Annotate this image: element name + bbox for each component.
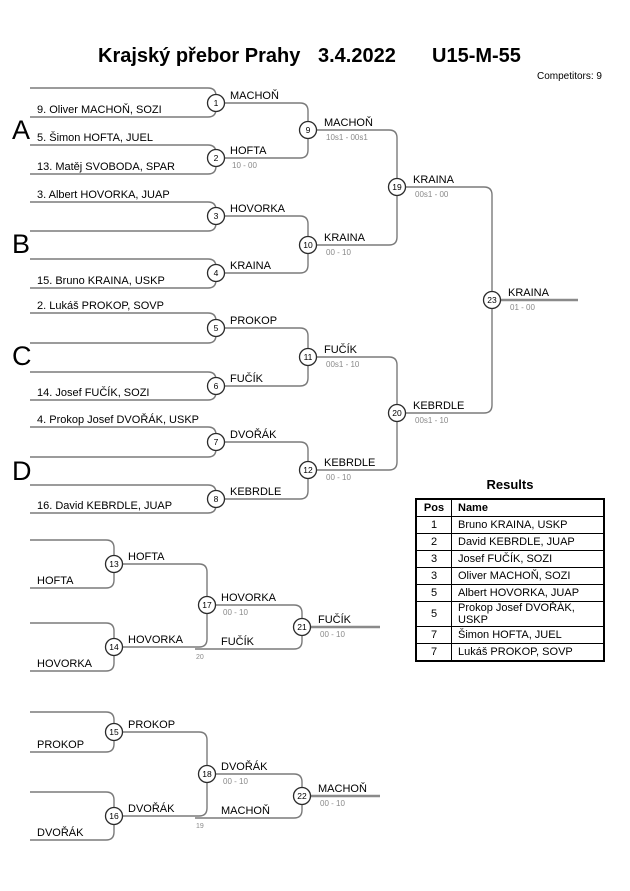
bracket-connector <box>397 187 492 300</box>
results-table <box>415 498 605 662</box>
results-pos: 1 <box>416 517 452 534</box>
match-node-19 <box>389 179 406 196</box>
match-number: 9 <box>305 125 311 135</box>
match-node-21 <box>294 619 311 636</box>
bracket-connector <box>216 328 308 357</box>
match-node-12 <box>300 462 317 479</box>
match-number: 10 <box>303 240 313 250</box>
results-name: Oliver MACHOŇ, SOZI <box>452 568 605 585</box>
match-2-score: 10 - 00 <box>232 161 257 170</box>
results-row <box>416 551 604 568</box>
match-10-score: 00 - 10 <box>326 248 351 257</box>
match-node-3 <box>208 208 225 225</box>
entry-b1: 3. Albert HOVORKA, JUAP <box>37 189 170 201</box>
match-number: 23 <box>487 295 497 305</box>
results-header-pos: Pos <box>416 499 452 517</box>
results-name: Bruno KRAINA, USKP <box>452 517 605 534</box>
bracket-connector <box>30 442 216 457</box>
section-label-b: B <box>12 229 31 259</box>
match-11-score: 00s1 - 10 <box>326 360 360 369</box>
match-21-winner: FUČÍK <box>318 614 351 626</box>
bracket-connector <box>207 774 302 796</box>
match-number: 1 <box>213 98 219 108</box>
match-number: 8 <box>213 494 219 504</box>
match-node-5 <box>208 320 225 337</box>
entry-a4: 13. Matěj SVOBODA, SPAR <box>37 161 175 173</box>
bracket-connector <box>397 300 492 413</box>
bracket-connector <box>30 540 114 564</box>
results-row <box>416 644 604 662</box>
results-header-name: Name <box>452 499 605 517</box>
competitors-count: Competitors: 9 <box>536 71 602 82</box>
bracket-connector <box>216 216 308 245</box>
bracket-connector <box>30 313 216 328</box>
match-19-winner: KRAINA <box>413 174 454 186</box>
results-row <box>416 585 604 602</box>
entry-a2: 9. Oliver MACHOŇ, SOZI <box>37 104 162 116</box>
bracket-connector <box>30 145 216 158</box>
match-22-score: 00 - 10 <box>320 799 345 808</box>
bracket-connector <box>30 372 216 386</box>
results-title: Results <box>486 477 534 492</box>
match-20-score: 00s1 - 10 <box>415 416 449 425</box>
match-number: 5 <box>213 323 219 333</box>
match-number: 11 <box>303 352 313 362</box>
results-name: David KEBRDLE, JUAP <box>452 534 605 551</box>
results-row <box>416 534 604 551</box>
match-number: 14 <box>109 642 119 652</box>
results-row <box>416 568 604 585</box>
match-node-14 <box>106 639 123 656</box>
match-number: 18 <box>202 769 212 779</box>
results-header-row <box>416 499 604 517</box>
repechage-2-seed-top: PROKOP <box>37 739 85 751</box>
repechage-1-loser-ref: 20 <box>196 654 204 661</box>
section-label-d: D <box>12 456 32 486</box>
match-number: 22 <box>297 791 307 801</box>
match-node-4 <box>208 265 225 282</box>
entry-c4: 14. Josef FUČÍK, SOZI <box>37 387 150 399</box>
results-pos: 3 <box>416 551 452 568</box>
match-16-winner: DVOŘÁK <box>128 803 175 815</box>
match-12-winner: KEBRDLE <box>324 457 376 469</box>
entry-a3: 5. Šimon HOFTA, JUEL <box>37 132 153 144</box>
match-1-winner: MACHOŇ <box>230 90 279 102</box>
bracket-connector <box>30 328 216 343</box>
results-row <box>416 602 604 627</box>
results-pos: 2 <box>416 534 452 551</box>
match-12-score: 00 - 10 <box>326 473 351 482</box>
match-number: 7 <box>213 437 219 447</box>
match-9-winner: MACHOŇ <box>324 117 373 129</box>
match-number: 21 <box>297 622 307 632</box>
bracket-connector <box>216 442 308 470</box>
match-number: 16 <box>109 811 119 821</box>
results-row <box>416 517 604 534</box>
match-number: 12 <box>303 465 313 475</box>
results-panel <box>415 477 605 662</box>
match-node-16 <box>106 808 123 825</box>
bracket-connector <box>216 103 308 130</box>
page-title-date: 3.4.2022 <box>318 45 396 67</box>
bracket-connector <box>30 259 216 273</box>
results-pos: 3 <box>416 568 452 585</box>
match-number: 2 <box>213 153 219 163</box>
match-number: 6 <box>213 381 219 391</box>
results-name: Lukáš PROKOP, SOVP <box>452 644 605 662</box>
results-pos: 7 <box>416 644 452 662</box>
match-number: 20 <box>392 408 402 418</box>
match-19-score: 00s1 - 00 <box>415 190 449 199</box>
match-14-winner: HOVORKA <box>128 634 184 646</box>
match-4-winner: KRAINA <box>230 260 271 272</box>
entry-d1: 4. Prokop Josef DVOŘÁK, USKP <box>37 414 200 426</box>
bracket-connector <box>30 485 216 499</box>
match-18-score: 00 - 10 <box>223 777 248 786</box>
match-node-20 <box>389 405 406 422</box>
repechage-1-loser-entry: FUČÍK <box>221 636 254 648</box>
match-node-8 <box>208 491 225 508</box>
match-number: 4 <box>213 268 219 278</box>
match-node-11 <box>300 349 317 366</box>
match-number: 13 <box>109 559 119 569</box>
match-number: 17 <box>202 600 212 610</box>
match-node-18 <box>199 766 216 783</box>
bracket-connector <box>30 88 216 103</box>
match-node-2 <box>208 150 225 167</box>
match-node-10 <box>300 237 317 254</box>
match-number: 19 <box>392 182 402 192</box>
match-3-winner: HOVORKA <box>230 203 286 215</box>
match-17-winner: HOVORKA <box>221 592 277 604</box>
match-8-winner: KEBRDLE <box>230 486 282 498</box>
match-node-1 <box>208 95 225 112</box>
bracket-connector <box>207 605 302 627</box>
repechage-2-seed-bottom: DVOŘÁK <box>37 827 84 839</box>
repechage-1-seed-top: HOFTA <box>37 575 74 587</box>
page-title-event: Krajský přebor Prahy <box>98 45 301 67</box>
match-2-winner: HOFTA <box>230 145 267 157</box>
match-9-score: 10s1 - 00s1 <box>326 133 368 142</box>
match-number: 3 <box>213 211 219 221</box>
section-label-c: C <box>12 341 32 371</box>
match-6-winner: FUČÍK <box>230 373 263 385</box>
bracket-connector <box>30 202 216 216</box>
results-pos: 5 <box>416 602 452 627</box>
match-node-17 <box>199 597 216 614</box>
match-18-winner: DVOŘÁK <box>221 761 268 773</box>
match-22-winner: MACHOŇ <box>318 783 367 795</box>
section-label-a: A <box>12 115 31 145</box>
match-21-score: 00 - 10 <box>320 630 345 639</box>
match-node-22 <box>294 788 311 805</box>
match-23-winner: KRAINA <box>508 287 549 299</box>
entry-c1: 2. Lukáš PROKOP, SOVP <box>37 300 164 312</box>
match-node-7 <box>208 434 225 451</box>
match-15-winner: PROKOP <box>128 719 176 731</box>
results-row <box>416 627 604 644</box>
results-name: Albert HOVORKA, JUAP <box>452 585 605 602</box>
match-node-13 <box>106 556 123 573</box>
bracket-connector <box>30 216 216 231</box>
match-13-winner: HOFTA <box>128 551 165 563</box>
match-number: 15 <box>109 727 119 737</box>
repechage-1-seed-bottom: HOVORKA <box>37 658 93 670</box>
results-name: Prokop Josef DVOŘÁK, USKP <box>452 602 605 627</box>
entry-d4: 16. David KEBRDLE, JUAP <box>37 500 173 512</box>
page-title-category: U15-M-55 <box>432 45 521 67</box>
results-name: Josef FUČÍK, SOZI <box>452 551 605 568</box>
match-node-6 <box>208 378 225 395</box>
bracket-connector <box>30 427 216 442</box>
bracket-connector <box>30 623 114 647</box>
entry-b4: 15. Bruno KRAINA, USKP <box>37 275 165 287</box>
repechage-2-loser-entry: MACHOŇ <box>221 805 270 817</box>
bracket-connector <box>114 732 207 774</box>
match-10-winner: KRAINA <box>324 232 365 244</box>
bracket-connector <box>30 712 114 732</box>
results-name: Šimon HOFTA, JUEL <box>452 627 605 644</box>
match-7-winner: DVOŘÁK <box>230 429 277 441</box>
results-pos: 5 <box>416 585 452 602</box>
match-11-winner: FUČÍK <box>324 344 357 356</box>
repechage-2-loser-ref: 19 <box>196 823 204 830</box>
match-23-score: 01 - 00 <box>510 303 535 312</box>
match-node-23 <box>484 292 501 309</box>
match-5-winner: PROKOP <box>230 315 278 327</box>
match-node-15 <box>106 724 123 741</box>
bracket-connector <box>30 792 114 816</box>
results-pos: 7 <box>416 627 452 644</box>
match-17-score: 00 - 10 <box>223 608 248 617</box>
match-node-9 <box>300 122 317 139</box>
bracket-connector <box>114 564 207 605</box>
match-20-winner: KEBRDLE <box>413 400 465 412</box>
